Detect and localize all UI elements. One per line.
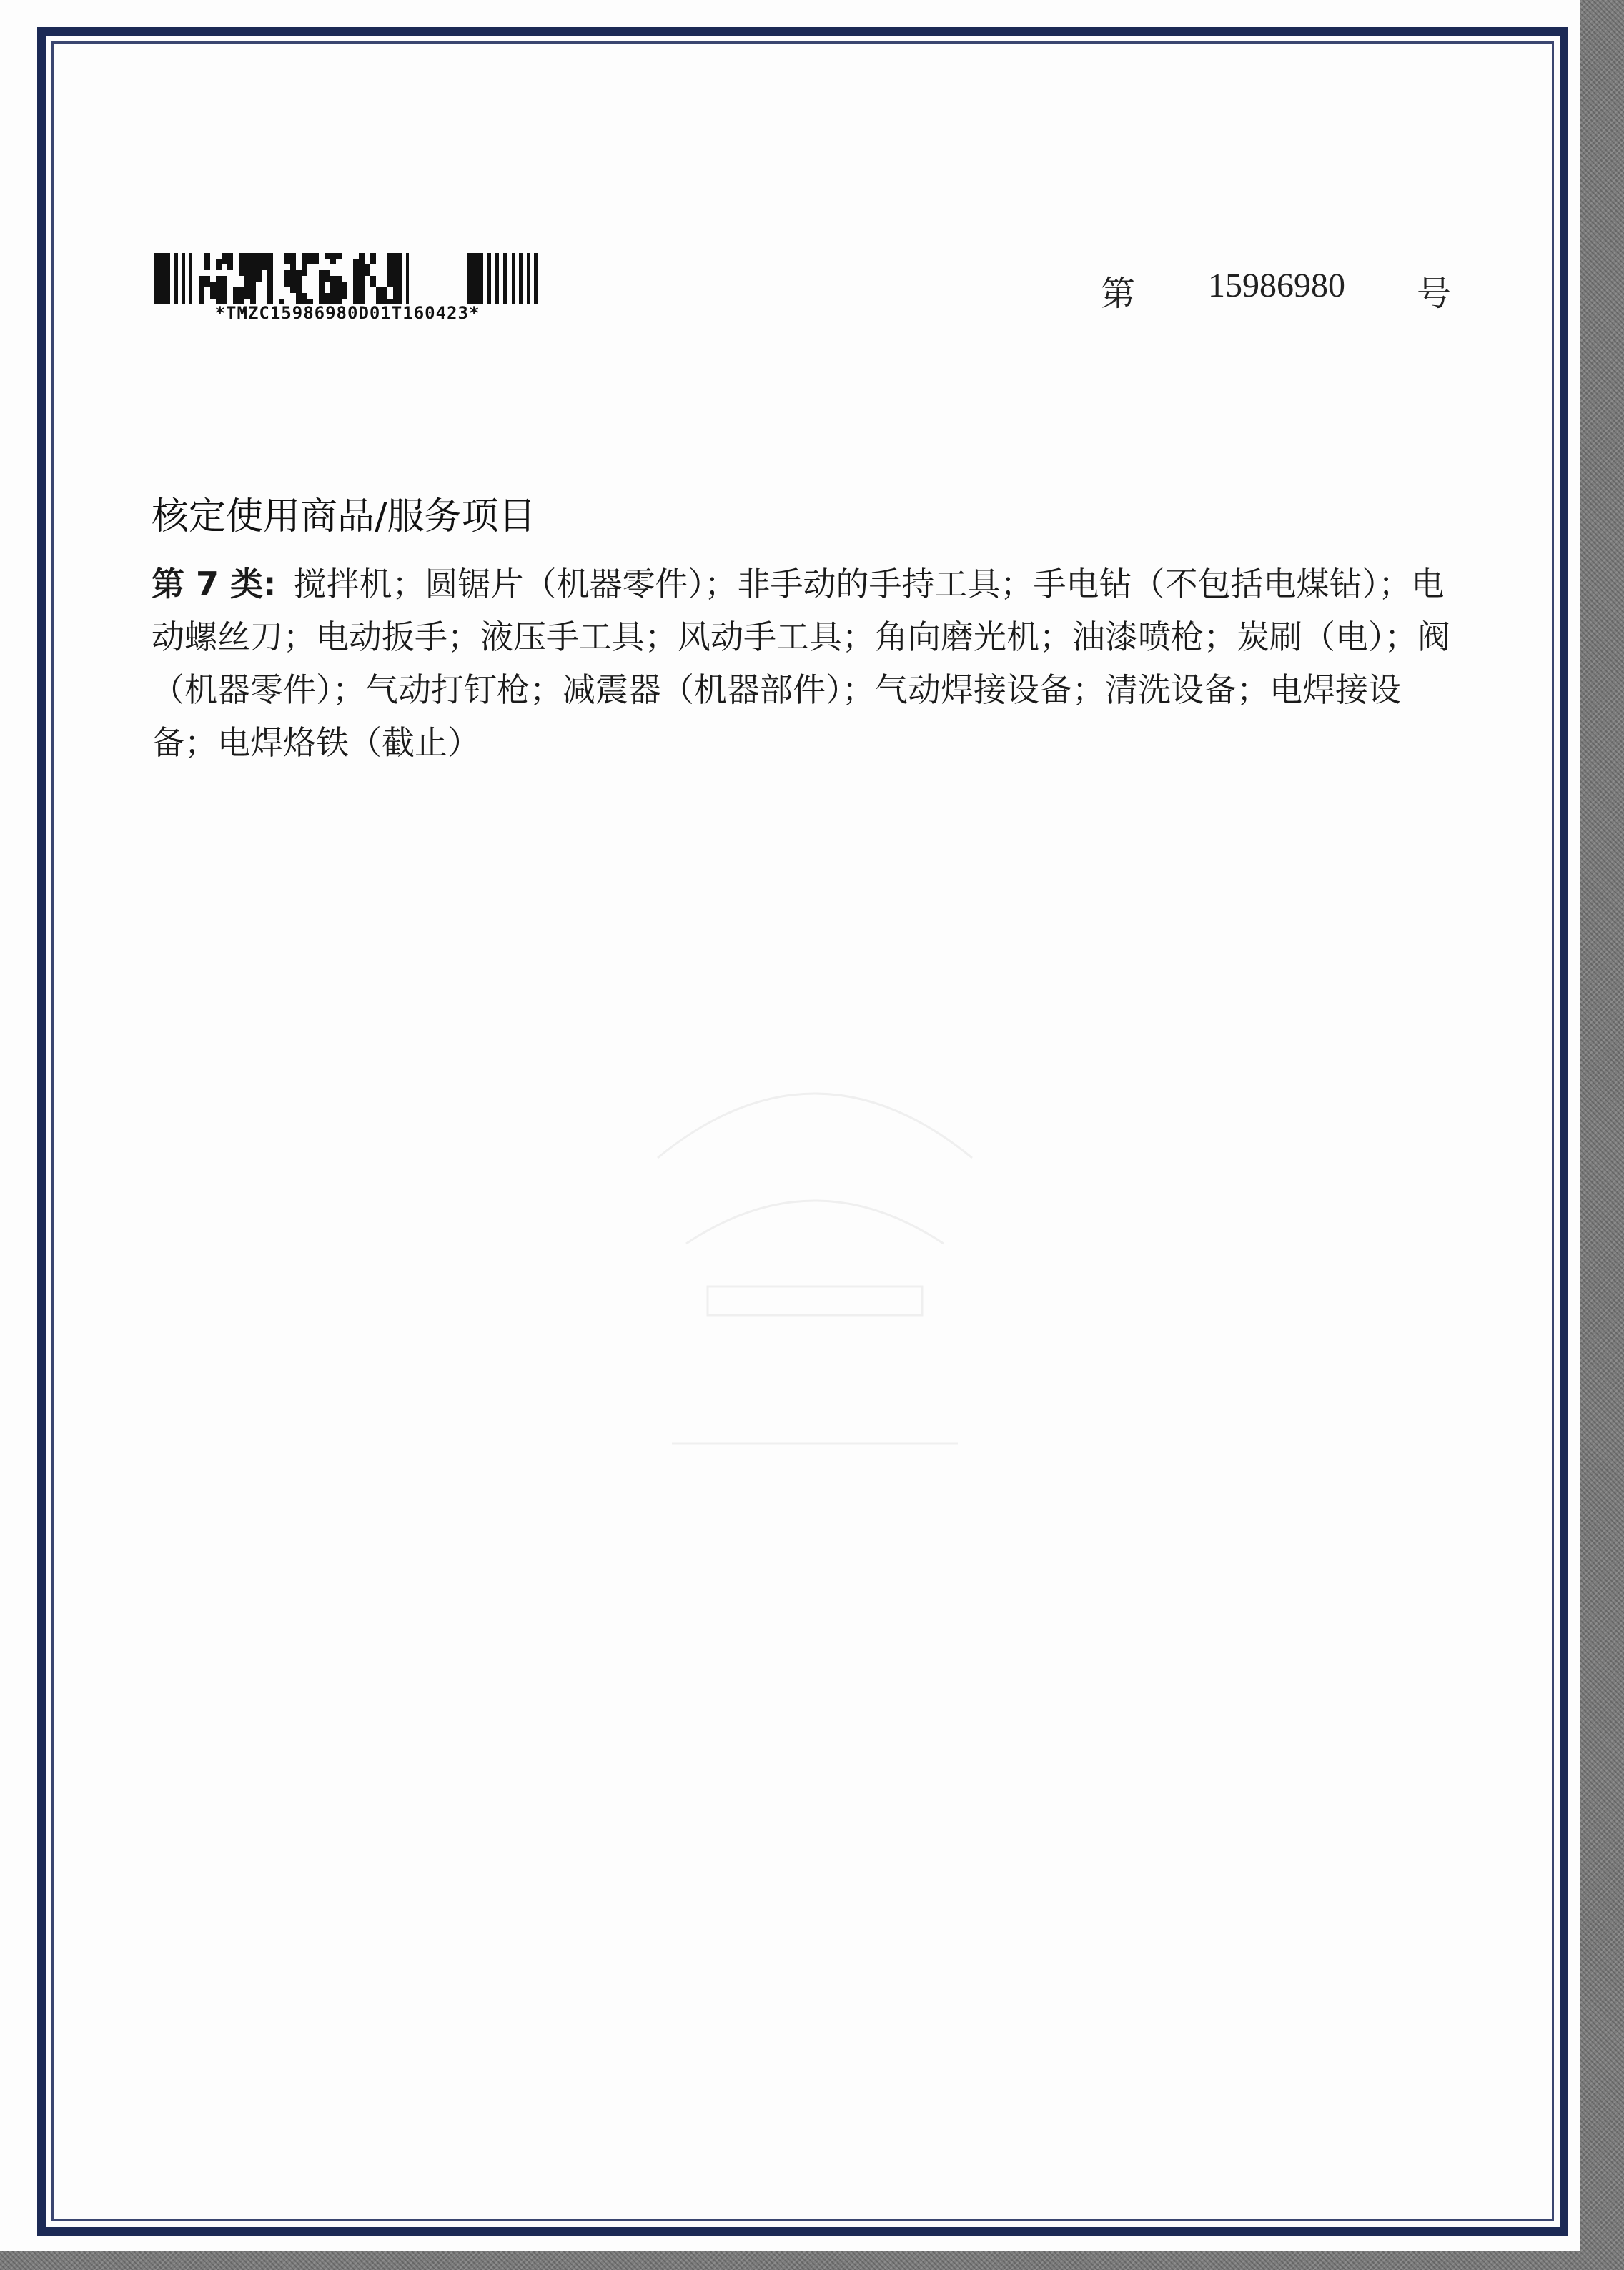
- goods-items: 搅拌机；圆锯片（机器零件）；非手动的手持工具；手电钻（不包括电煤钻）；电动螺丝刀；电动扳手；液压手工具；风动手工具；角向磨光机；油漆喷枪；炭刷（电）；阀（机器零件）；气动打钉枪；减震器（机器部件）；气动焊接设备；清洗设备；电焊接设备；电焊烙铁（截止）: [152, 565, 1450, 762]
- barcode-caption: *TMZC15986980D01T160423*: [214, 303, 480, 323]
- registration-number: [1101, 266, 1458, 316]
- page-heading: 核定使用商品/服务项目: [152, 495, 536, 538]
- class-label: 第 7 类:: [152, 565, 277, 603]
- faint-watermark-emblem: [629, 943, 1001, 1458]
- registration-number-value: 15986980: [1208, 267, 1345, 304]
- goods-list: [152, 557, 1460, 769]
- registration-suffix: 号: [1417, 274, 1452, 314]
- barcode-image: [154, 253, 540, 304]
- registration-prefix: 第: [1101, 274, 1136, 314]
